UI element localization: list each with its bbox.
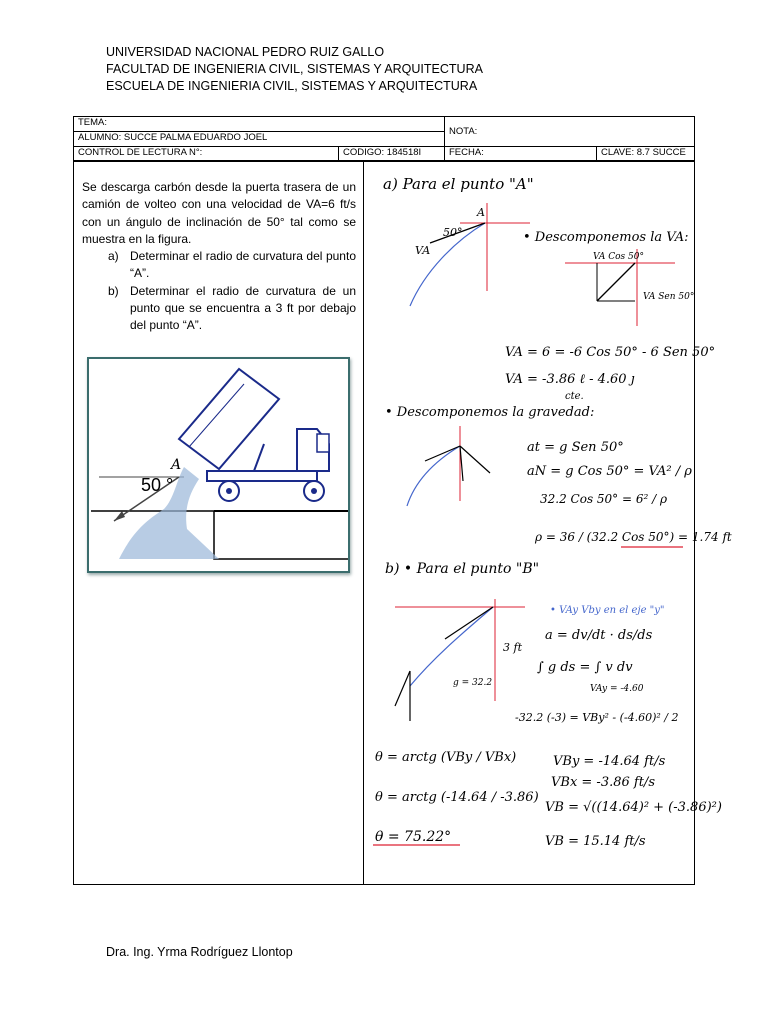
part-b-title: b) • Para el punto "B" [385, 561, 540, 577]
note-vb: • VAy Vby en el eje "y" [550, 605, 665, 616]
svg-text:50°: 50° [443, 226, 463, 239]
theta-eq2: θ = arctg (-14.64 / -3.86) [375, 790, 539, 805]
point-a-label: A [171, 457, 182, 473]
faculty-name: FACULTAD DE INGENIERIA CIVIL, SISTEMAS Y ARQUITECTURA [106, 62, 483, 76]
column-divider [363, 161, 364, 884]
eq-vay: VAy = -4.60 [590, 684, 644, 694]
svg-text:VA: VA [415, 244, 431, 257]
theta-result: θ = 75.22° [375, 829, 452, 845]
eq-vbv: VB = 15.14 ft/s [545, 834, 646, 849]
svg-text:A: A [477, 206, 485, 219]
cte-label: cte. [565, 391, 584, 402]
eq-va2: VA = -3.86 ℓ - 4.60 ȷ [505, 372, 635, 387]
eq-vbx: VBx = -3.86 ft/s [551, 775, 655, 790]
info-table [73, 116, 695, 162]
problem-statement [82, 179, 356, 335]
codigo-cell: CODIGO: 184518I [339, 147, 445, 162]
problem-questions [82, 248, 356, 334]
content-box [73, 160, 732, 885]
alumno-cell: ALUMNO: SUCCE PALMA EDUARDO JOEL [74, 132, 445, 147]
part-a-title: a) Para el punto "A" [383, 175, 534, 193]
eq-at: at = g Sen 50° [527, 440, 624, 455]
question-a: a) Determinar el radio de curvatura del punto “A”. [108, 249, 356, 281]
document-header [106, 44, 483, 95]
tema-cell: TEMA: [74, 117, 445, 132]
theta-eq1: θ = arctg (VBy / VBx) [375, 750, 517, 765]
eq-vby: VBy = -14.64 ft/s [553, 754, 666, 769]
eq-32: 32.2 Cos 50° = 6² / ρ [540, 492, 668, 506]
g-value-label: g = 32.2 [453, 678, 493, 688]
decomp-va-text: • Descomponemos la VA: [523, 230, 689, 245]
eq-int: ∫ g ds = ∫ v dv [537, 660, 633, 675]
va-sen-label: VA Sen 50° [643, 292, 695, 302]
eq-an: aN = g Cos 50° = VA² / ρ [527, 464, 692, 479]
eq-b: -32.2 (-3) = VBy² - (-4.60)² / 2 [515, 711, 679, 724]
control-cell: CONTROL DE LECTURA N°: [74, 147, 339, 162]
school-name: ESCUELA DE INGENIERIA CIVIL, SISTEMAS Y ARQUITECTURA [106, 79, 478, 93]
angle-label: 50 ° [141, 475, 174, 495]
eq-rho: ρ = 36 / (32.2 Cos 50°) = 1.74 ft [535, 530, 732, 544]
university-name: UNIVERSIDAD NACIONAL PEDRO RUIZ GALLO [106, 45, 385, 59]
footer-author: Dra. Ing. Yrma Rodríguez Llontop [106, 945, 293, 959]
question-b: b) Determinar el radio de curvatura de un punto que se encuentra a 3 ft por debajo del punto “A”. [108, 283, 356, 333]
va-cos-label: VA Cos 50° [593, 252, 644, 262]
problem-intro: Se descarga carbón desde la puerta trasera de un camión de volteo con una velocidad de VA=6 ft/s con un ángulo de inclinación de 50° tal como se muestra en la figura. [82, 180, 356, 246]
eq-vb: VB = √((14.64)² + (-3.86)²) [545, 800, 722, 815]
dump-truck-figure [87, 357, 350, 573]
eq-a: a = dv/dt · ds/ds [545, 628, 653, 643]
eq-va1: VA = 6 = -6 Cos 50° - 6 Sen 50° [505, 345, 716, 360]
handwritten-solution [365, 161, 732, 884]
fecha-cell: FECHA: [445, 147, 597, 162]
nota-cell: NOTA: [445, 117, 695, 147]
three-ft-label: 3 ft [503, 641, 522, 654]
clave-cell: CLAVE: 8.7 SUCCE [597, 147, 695, 162]
decomp-g-text: • Descomponemos la gravedad: [385, 405, 595, 420]
